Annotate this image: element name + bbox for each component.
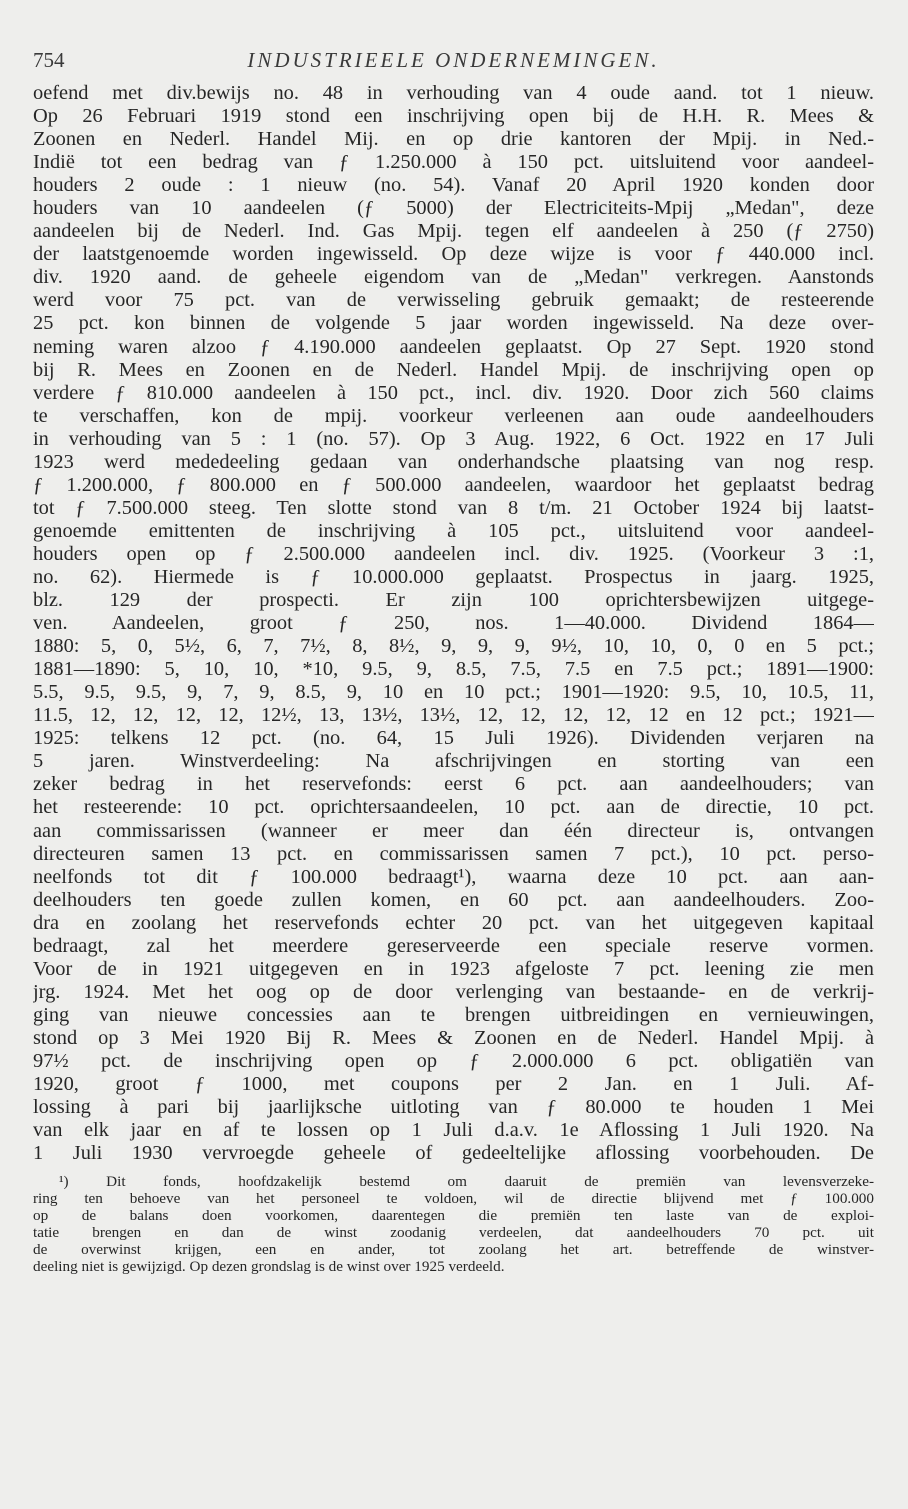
text-line: ƒ 1.200.000, ƒ 800.000 en ƒ 500.000 aandeelen, waardoor het geplaatst bedrag [33,473,874,496]
page-header [33,48,874,82]
footnote [33,1173,874,1275]
text-line: 97½ pct. de inschrijving open op ƒ 2.000.000 6 pct. obligatiën van [33,1049,874,1072]
text-line: dra en zoolang het reservefonds echter 20 pct. van het uitgegeven kapitaal [33,911,874,934]
footnote-line: ¹) Dit fonds, hoofdzakelijk bestemd om daaruit de premiën van levensverzeke- [59,1173,874,1191]
footnote-line: deeling niet is gewijzigd. Op dezen grondslag is de winst over 1925 verdeeld. [33,1258,505,1276]
text-line: in verhouding van 5 : 1 (no. 57). Op 3 Aug. 1922, 6 Oct. 1922 en 17 Juli [33,427,874,450]
text-line: van elk jaar en af te lossen op 1 Juli d.a.v. 1e Aflossing 1 Juli 1920. Na [33,1119,874,1142]
text-line: Zoonen en Nederl. Handel Mij. en op drie kantoren der Mpij. in Ned.- [33,128,874,151]
text-line: directeuren samen 13 pct. en commissarissen samen 7 pct.), 10 pct. perso- [33,842,874,865]
text-line: stond op 3 Mei 1920 Bij R. Mees & Zoonen en de Nederl. Handel Mpij. à [33,1026,874,1049]
text-line: 25 pct. kon binnen de volgende 5 jaar worden ingewisseld. Na deze over- [33,312,874,335]
text-line: 1923 werd mededeeling gedaan van onderhandsche plaatsing van nog resp. [33,450,874,473]
text-line: houders 2 oude : 1 nieuw (no. 54). Vanaf 20 April 1920 konden door [33,174,874,197]
text-line: ging van nieuwe concessies aan te brengen uitbreidingen en vernieuwingen, [33,1003,874,1026]
text-line: 1920, groot ƒ 1000, met coupons per 2 Jan. en 1 Juli. Af- [33,1073,874,1096]
text-line: blz. 129 der prospecti. Er zijn 100 oprichtersbewijzen uitgege- [33,589,874,612]
footnote-line: de overwinst krijgen, een en ander, tot zoolang het art. betreffende de winstver- [33,1241,874,1259]
text-line: deelhouders ten goede zullen komen, en 60 pct. aan aandeelhouders. Zoo- [33,888,874,911]
text-line: Indië tot een bedrag van ƒ 1.250.000 à 150 pct. uitsluitend voor aandeel- [33,151,874,174]
text-line: ven. Aandeelen, groot ƒ 250, nos. 1—40.000. Dividend 1864— [33,612,874,635]
text-line: aan commissarissen (wanneer er meer dan één directeur is, ontvangen [33,819,874,842]
text-line: bedraagt, zal het meerdere gereserveerde een speciale reserve vormen. [33,934,874,957]
text-line: zeker bedrag in het reservefonds: eerst 6 pct. aan aandeelhouders; van [33,773,874,796]
text-line: der laatstgenoemde worden ingewisseld. Op deze wijze is voor ƒ 440.000 incl. [33,243,874,266]
text-line: Voor de in 1921 uitgegeven en in 1923 afgeloste 7 pct. leening zie men [33,957,874,980]
text-line: 1 Juli 1930 vervroegde geheele of gedeeltelijke aflossing voorbehouden. De [33,1142,874,1165]
footnote-line: tatie brengen en dan de winst zoodanig verdeelen, dat aandeelhouders 70 pct. uit [33,1224,874,1242]
text-line: 11.5, 12, 12, 12, 12, 12½, 13, 13½, 13½, 12, 12, 12, 12, 12 en 12 pct.; 1921— [33,704,874,727]
text-line: no. 62). Hiermede is ƒ 10.000.000 geplaatst. Prospectus in jaarg. 1925, [33,565,874,588]
text-line: lossing à pari bij jaarlijksche uitloting van ƒ 80.000 te houden 1 Mei [33,1096,874,1119]
text-line: bij R. Mees en Zoonen en de Nederl. Handel Mpij. de inschrijving open op [33,358,874,381]
text-line: oefend met div.bewijs no. 48 in verhouding van 4 oude aand. tot 1 nieuw. [33,82,874,104]
text-line: 1880: 5, 0, 5½, 6, 7, 7½, 8, 8½, 9, 9, 9, 9½, 10, 10, 0, 0 en 5 pct.; [33,635,874,658]
footnote-line: op de balans doen voorkomen, daarentegen die premiën ten laste van de exploi- [33,1207,874,1225]
text-line: 5.5, 9.5, 9.5, 9, 7, 9, 8.5, 9, 10 en 10 pct.; 1901—1920: 9.5, 10, 10.5, 11, [33,681,874,704]
text-line: verdere ƒ 810.000 aandeelen à 150 pct., incl. div. 1920. Door zich 560 claims [33,381,874,404]
text-line: div. 1920 aand. de geheele eigendom van de „Medan" verkregen. Aanstonds [33,266,874,289]
text-line: neelfonds tot dit ƒ 100.000 bedraagt¹), waarna deze 10 pct. aan aan- [33,865,874,888]
footnote-line: ring ten behoeve van het personeel te voldoen, wil de directie blijvend met ƒ 100.000 [33,1190,874,1208]
text-line: genoemde emittenten de inschrijving à 105 pct., uitsluitend voor aandeel- [33,519,874,542]
text-line: 1881—1890: 5, 10, 10, *10, 9.5, 9, 8.5, 7.5, 7.5 en 7.5 pct.; 1891—1900: [33,658,874,681]
text-line: werd voor 75 pct. van de verwisseling gebruik gemaakt; de resteerende [33,289,874,312]
text-line: 5 jaren. Winstverdeeling: Na afschrijvingen en storting van een [33,750,874,773]
text-line: houders open op ƒ 2.500.000 aandeelen incl. div. 1925. (Voorkeur 3 :1, [33,542,874,565]
text-line: houders van 10 aandeelen (ƒ 5000) der Electriciteits-Mpij „Medan", deze [33,197,874,220]
running-title: INDUSTRIEELE ONDERNEMINGEN. [247,48,660,72]
text-line: aandeelen bij de Nederl. Ind. Gas Mpij. tegen elf aandeelen à 250 (ƒ 2750) [33,220,874,243]
text-line: Op 26 Februari 1919 stond een inschrijving open bij de H.H. R. Mees & [33,105,874,128]
text-line: te verschaffen, kon de mpij. voorkeur verleenen aan oude aandeelhouders [33,404,874,427]
text-line: neming waren alzoo ƒ 4.190.000 aandeelen geplaatst. Op 27 Sept. 1920 stond [33,335,874,358]
page-number: 754 [33,48,65,72]
text-line: jrg. 1924. Met het oog op de door verlenging van bestaande- en de verkrij- [33,980,874,1003]
text-line: tot ƒ 7.500.000 steeg. Ten slotte stond van 8 t/m. 21 October 1924 bij laatst- [33,496,874,519]
body-text [33,82,874,1165]
text-line: 1925: telkens 12 pct. (no. 64, 15 Juli 1926). Dividenden verjaren na [33,727,874,750]
text-line: het resteerende: 10 pct. oprichtersaandeelen, 10 pct. aan de directie, 10 pct. [33,796,874,819]
